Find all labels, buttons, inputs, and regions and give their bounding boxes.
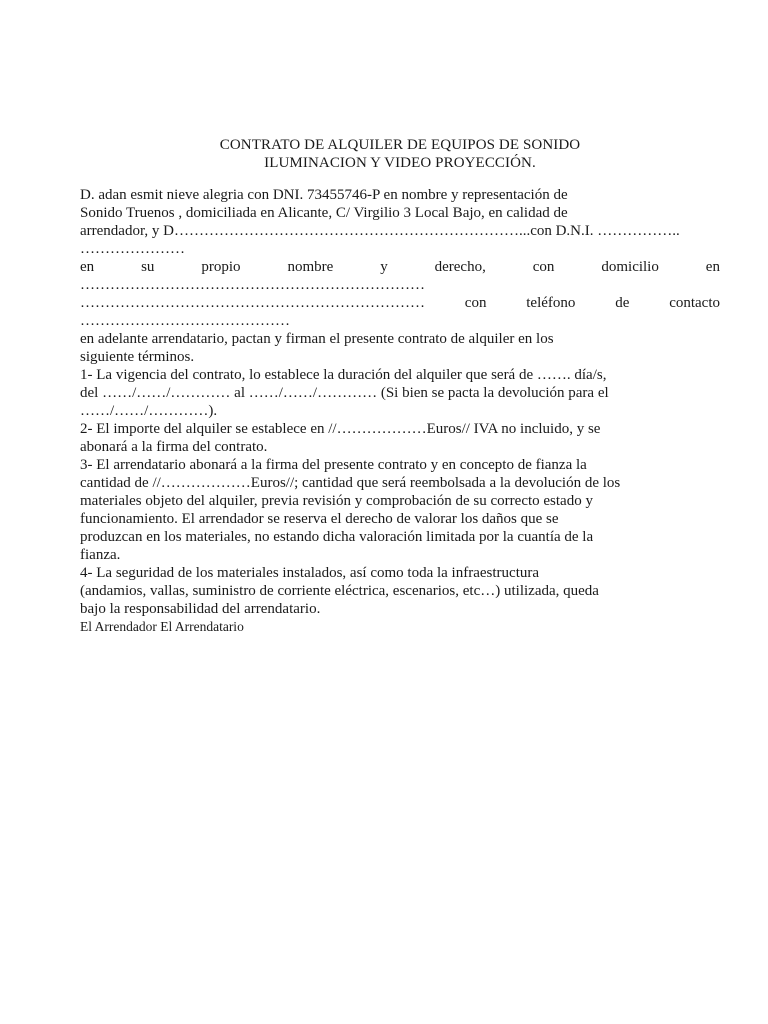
contract-body [80, 186, 720, 636]
word: …………………………………………………………… [80, 295, 425, 311]
clause-4: 4- La seguridad de los materiales instalados, así como toda la infraestructura [80, 565, 540, 581]
word: nombre [287, 259, 334, 275]
body-line: abonará a la firma del contrato. [80, 439, 268, 455]
body-line: materiales objeto del alquiler, previa revisión y comprobación de su correcto estado y [80, 493, 593, 509]
word: en [80, 259, 95, 275]
word: domicilio [601, 259, 659, 275]
body-line: produzcan en los materiales, no estando dicha valoración limitada por la cuantía de la [80, 529, 594, 545]
word: derecho, [434, 259, 486, 275]
body-line: funcionamiento. El arrendador se reserva el derecho de valorar los daños que se [80, 511, 559, 527]
word: contacto [669, 295, 720, 311]
contract-title-line-2: ILUMINACION Y VIDEO PROYECCIÓN. [264, 155, 536, 171]
body-line: …………………………………………………………… [80, 277, 425, 293]
word: en [705, 259, 720, 275]
body-line: siguiente términos. [80, 349, 195, 365]
contract-title-line-1: CONTRATO DE ALQUILER DE EQUIPOS DE SONIDO [219, 137, 581, 153]
word: su [141, 259, 155, 275]
word: con [532, 259, 555, 275]
clause-2: 2- El importe del alquiler se establece en //………………Euros// IVA no incluido, y se [80, 421, 601, 437]
body-line: ………………… [80, 241, 185, 257]
body-line: bajo la responsabilidad del arrendatario. [80, 601, 321, 617]
body-line: (andamios, vallas, suministro de corriente eléctrica, escenarios, etc…) utilizada, queda [80, 583, 599, 599]
body-line: en adelante arrendatario, pactan y firman el presente contrato de alquiler en los [80, 331, 554, 347]
body-line: arrendador, y D……………………………………………………………...con D.N.I. …………….. [80, 223, 680, 239]
justified-line-telefono [80, 294, 720, 312]
body-line: cantidad de //………………Euros//; cantidad que será reembolsada a la devolución de los [80, 475, 621, 491]
body-line: …………………………………… [80, 313, 290, 329]
signature-line: El Arrendador El Arrendatario [80, 619, 244, 634]
justified-line-domicilio [80, 258, 720, 276]
word: y [380, 259, 388, 275]
body-line: fianza. [80, 547, 121, 563]
word: propio [201, 259, 241, 275]
word: con [464, 295, 487, 311]
body-line: ……/……/…………). [80, 403, 218, 419]
word: teléfono [526, 295, 576, 311]
word: de [615, 295, 630, 311]
body-line: D. adan esmit nieve alegria con DNI. 73455746-P en nombre y representación de [80, 187, 568, 203]
clause-1: 1- La vigencia del contrato, lo establece la duración del alquiler que será de ……. día/s, [80, 367, 607, 383]
body-line: Sonido Truenos , domiciliada en Alicante, C/ Virgilio 3 Local Bajo, en calidad de [80, 205, 568, 221]
body-line: del ……/……/………… al ……/……/………… (Si bien se pacta la devolución para el [80, 385, 609, 401]
clause-3: 3- El arrendatario abonará a la firma del presente contrato y en concepto de fianza la [80, 457, 587, 473]
